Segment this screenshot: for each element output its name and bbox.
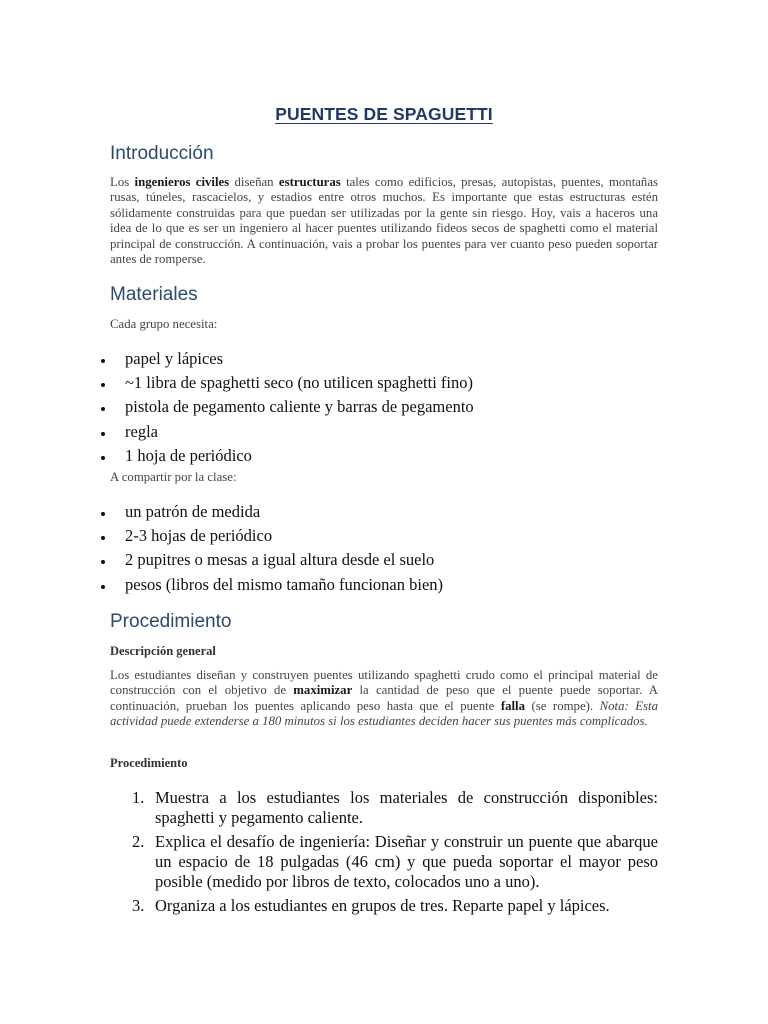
group-needs-label: Cada grupo necesita: <box>110 317 218 331</box>
bullet-icon <box>101 512 105 516</box>
list-item <box>100 444 474 468</box>
list-item <box>100 500 443 524</box>
list-item <box>110 788 658 828</box>
class-share-label: A compartir por la clase: <box>110 470 237 484</box>
list-item-text: papel y lápices <box>125 349 224 368</box>
list-item <box>100 573 443 597</box>
overview-note: Nota: Esta actividad puede extenderse a 180 minutos si los estudiantes deciden hacer sus puentes más complicados. <box>110 698 658 729</box>
bullet-icon <box>101 359 105 363</box>
bullet-icon <box>101 536 105 540</box>
overview-bold-1: maximizar <box>293 683 353 698</box>
intro-bold-2: estructuras <box>278 175 341 189</box>
list-item-text: regla <box>125 421 158 441</box>
list-item <box>100 548 443 572</box>
intro-text-2: diseñan <box>229 175 279 189</box>
bullet-icon <box>101 560 105 564</box>
bullet-icon <box>101 456 105 460</box>
overview-bold-2: falla <box>500 698 526 713</box>
list-item <box>100 347 474 371</box>
steps-heading: Procedimiento <box>110 756 188 770</box>
step-number: 2. <box>132 832 145 851</box>
list-item <box>100 524 443 548</box>
list-item-text: ~1 libra de spaghetti seco (no utilicen spaghetti fino) <box>125 373 473 393</box>
intro-bold-1: ingenieros civiles <box>134 175 230 189</box>
list-item <box>110 832 658 892</box>
bullet-icon <box>101 383 105 387</box>
step-number: 1. <box>132 788 145 807</box>
procedure-steps-list <box>110 788 658 920</box>
list-item <box>110 896 658 916</box>
list-item-text: pesos (libros del mismo tamaño funcionan bien) <box>125 574 444 594</box>
step-text: Muestra a los estudiantes los materiales de construcción disponibles: spaghetti y pegamento caliente. <box>155 788 658 827</box>
list-item-text: 2-3 hojas de periódico <box>125 526 273 546</box>
document-title: PUENTES DE SPAGUETTI <box>275 104 493 124</box>
step-number: 3. <box>132 896 145 915</box>
list-item-text: un patrón de medida <box>125 502 261 521</box>
overview-heading: Descripción general <box>110 644 216 658</box>
intro-heading: Introducción <box>110 143 214 164</box>
materials-heading: Materiales <box>110 284 198 305</box>
intro-text-3: tales como edificios, presas, autopistas, puentes, montañas rusas, túneles, rascacielos, y estadios entre otros muchos. Es importante que estas estructuras estén sólidamente construidas para que puedan ser utilizadas por la gente sin riesgo. Hoy, vais a haceros una idea de lo que es ser un ingeniero al hacer puentes utilizando fideos secos de spaghetti como el material principal de construcción. A continuación, vais a probar los puentes para ver cuanto peso pueden soportar antes de romperse. <box>110 175 658 267</box>
bullet-icon <box>101 407 105 411</box>
intro-text-1: Los <box>110 175 135 189</box>
list-item <box>100 395 474 419</box>
intro-paragraph <box>110 175 658 267</box>
group-materials-list <box>100 347 474 468</box>
overview-text-1: Los estudiantes diseñan y construyen puentes utilizando spaghetti crudo como el principal material de construcción con el objetivo de <box>110 668 658 698</box>
overview-text-2: la cantidad de peso que el puente puede soportar. A continuación, prueban los puentes aplicando peso hasta que el puente <box>110 683 658 713</box>
list-item-text: 1 hoja de periódico <box>125 445 252 465</box>
step-text: Explica el desafío de ingeniería: Diseñar y construir un puente que abarque un espacio de 18 pulgadas (46 cm) y que pueda soportar el mayor peso posible (medido por libros de texto, colocados uno a uno). <box>155 832 658 891</box>
class-materials-list <box>100 500 443 597</box>
list-item-text: 2 pupitres o mesas a igual altura desde el suelo <box>125 550 435 570</box>
list-item <box>100 420 474 444</box>
list-item <box>100 371 474 395</box>
bullet-icon <box>101 585 105 589</box>
step-text: Organiza a los estudiantes en grupos de tres. Reparte papel y lápices. <box>155 896 610 915</box>
list-item-text: pistola de pegamento caliente y barras de pegamento <box>125 397 474 417</box>
procedure-heading: Procedimiento <box>110 611 232 632</box>
overview-paragraph <box>110 668 658 730</box>
bullet-icon <box>101 432 105 436</box>
overview-text-3: (se rompe). <box>525 698 600 713</box>
